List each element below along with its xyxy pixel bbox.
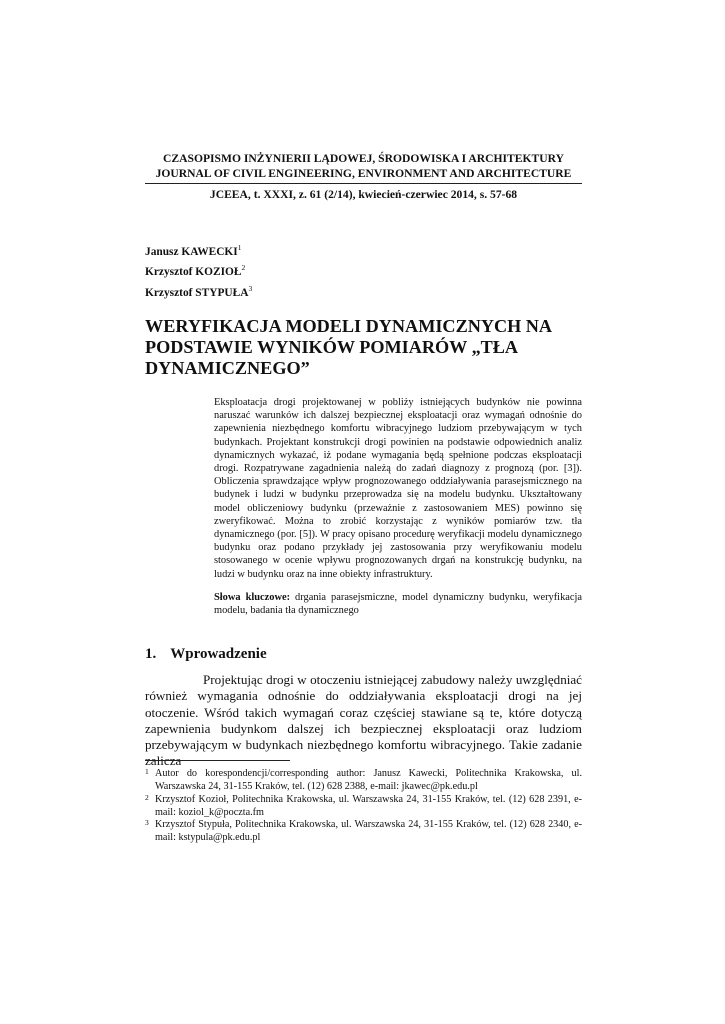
abstract-text: Eksploatacja drogi projektowanej w pobliży istniejących budynków nie powinna naruszać warunków ich dalszej bezpiecznej eksploatacji oraz wymagań odnośnie do zapewnienia niezbędnego komfortu wibracyjnego ludziom przebywającym w tych budynkach. Projektant konstrukcji drogi powinien na podstawie odpowiednich analiz dynamicznych wykazać, iż podane wymagania będą spełnione podczas eksploatacji drogi. Rozpatrywane zagadnienia należą do zadań diagnozy z prognozą (por. [3]). Obliczenia sprawdzające wpływ prognozowanego oddziaływania parasejsmicznego na budynek i ludzi w budynku przeprowadza się na modelu budynku. Ukształtowany model obliczeniowy budynku (przeważnie z zastosowaniem MES) powinno się zweryfikować. Można to zrobić korzystając z wyników pomiarów tzw. tła dynamicznego (por. [5]). W pracy opisano procedurę weryfikacji modelu dynamicznego budynku oraz podano przykłady jej zastosowania przy weryfikowaniu modelu stosowanego w ocenie wpływu prognozowanych drgań na konstrukcję budynku, na ludzi w budynku oraz na inne obiekty infrastruktury. xyxy=(214,397,582,580)
footnote-number: 2 xyxy=(145,793,149,802)
footnote-3 xyxy=(145,819,582,844)
header-rule xyxy=(145,183,582,184)
intro-paragraph: Projektując drogi w otoczeniu istniejącej zabudowy należy uwzględniać również wymagania odnośnie do oddziaływania eksploatacji drogi na jej otoczenie. Wśród takich wymagań coraz częściej stawiane są te, które dotyczą zapewnienia budynkom dalszej ich bezpiecznej eksploatacji oraz ludziom przebywającym w budynkach niezbędnego komfortu wibracyjnego. Takie zadanie zalicza xyxy=(145,672,582,769)
author-footnote-mark: 2 xyxy=(241,263,246,273)
author-item: Krzysztof STYPUŁA$^3$ xyxy=(145,283,253,299)
paper-title: WERYFIKACJA MODELI DYNAMICZNYCH NA PODSTAWIE WYNIKÓW POMIARÓW „TŁA DYNAMICZNEGO” xyxy=(145,316,553,378)
footnote-number: 1 xyxy=(145,767,149,776)
section-number: 1. xyxy=(145,646,157,662)
footnote-rule xyxy=(145,760,290,761)
keywords-label: Słowa kluczowe: xyxy=(214,592,291,603)
journal-name-pl: CZASOPISMO INŻYNIERII LĄDOWEJ, ŚRODOWISKA I ARCHITEKTURY xyxy=(163,152,564,165)
footnote-number: 3 xyxy=(145,818,149,827)
author-list xyxy=(145,240,252,301)
journal-issue: JCEEA, t. XXXI, z. 61 (2/14), kwiecień-czerwiec 2014, s. 57-68 xyxy=(209,188,518,201)
author-item: Janusz KAWECKI$^1$ xyxy=(145,243,242,258)
footnote-2 xyxy=(145,794,582,819)
author-footnote-mark: 1 xyxy=(237,243,242,252)
section-heading xyxy=(145,646,267,663)
journal-header xyxy=(145,151,582,181)
footnote-text: Krzysztof Stypuła, Politechnika Krakowska, ul. Warszawska 24, 31-155 Kraków, tel. (12) 628 2340, e-mail: kstypula@pk.edu.pl xyxy=(155,819,582,843)
author-item: Krzysztof KOZIOŁ$^2$ xyxy=(145,263,246,279)
section-title: Wprowadzenie xyxy=(170,646,267,662)
footnote-text: Autor do korespondencji/corresponding author: Janusz Kawecki, Politechnika Krakowska, ul. Warszawska 24, 31-155 Kraków, tel. (12) 628 2388, e-mail: jkawec@pk.edu.pl xyxy=(155,768,582,792)
author-footnote-mark: 3 xyxy=(248,283,253,293)
keywords-list: drgania parasejsmiczne, model dynamiczny budynku, weryfikacja modelu, badania tła dynamicznego xyxy=(214,592,582,617)
keywords xyxy=(214,591,582,617)
footnote-1 xyxy=(145,768,582,793)
footnote-text: Krzysztof Kozioł, Politechnika Krakowska, ul. Warszawska 24, 31-155 Kraków, tel. (12) 628 2391, e-mail: koziol_k@poczta.fm xyxy=(155,794,582,818)
journal-name-en: JOURNAL OF CIVIL ENGINEERING, ENVIRONMENT AND ARCHITECTURE xyxy=(155,167,572,180)
